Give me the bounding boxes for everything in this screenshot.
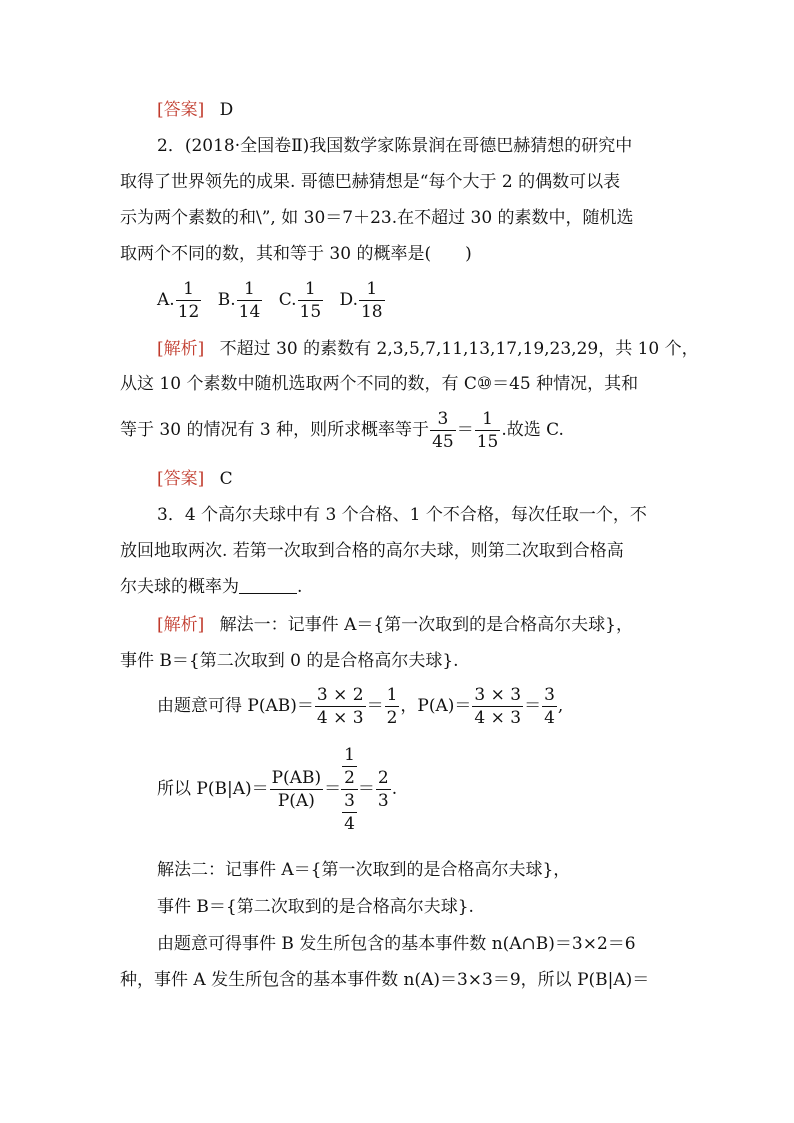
- s3-line7: 由题意可得事件 B 发生所包含的基本事件数 n(A∩B)＝3×2＝6: [157, 934, 636, 954]
- answer-1: [157, 98, 233, 122]
- q2-line1: 2．(2018·全国卷Ⅱ)我国数学家陈景润在哥德巴赫猜想的研究中: [157, 136, 633, 156]
- s3-line2: 事件 B＝{第二次取到 0 的是合格高尔夫球}.: [120, 651, 459, 671]
- answer-tag: [答案]: [157, 100, 205, 120]
- analysis-tag: [解析]: [157, 339, 205, 359]
- s3-line1: [解析] 解法一：记事件 A＝{第一次取到的是合格高尔夫球}，: [157, 615, 633, 635]
- s3-line3: 由题意可得 P(AB)＝ $\frac{3 \times 2}{4 \times 3}$ ＝ $\frac{1}{2}$ ，P(A)＝ $\frac{3 \times 3}{4 \times 3}$ ＝ $\frac{3}{4}$ ,: [157, 685, 564, 728]
- s3-line6: 事件 B＝{第二次取到的是合格高尔夫球}.: [157, 897, 474, 917]
- s3-line8: 种，事件 A 发生所包含的基本事件数 n(A)＝3×3＝9，所以 P(B|A)＝: [120, 970, 650, 990]
- q3-line1: 3．4 个高尔夫球中有 3 个合格、1 个不合格，每次任取一个，不: [157, 505, 647, 525]
- s2-line3: 等于 30 的情况有 3 种，则所求概率等于 $\frac{3}{45}$ ＝ $\frac{1}{15}$ .故选 C.: [120, 409, 564, 452]
- s2-line1: [解析] 不超过 30 的素数有 2,3,5,7,11,13,17,19,23,29，共 10 个，: [157, 339, 699, 359]
- answer-value: D: [219, 100, 234, 120]
- q2-line4: 取两个不同的数，其和等于 30 的概率是( ): [120, 244, 472, 264]
- option-c: C. $\frac{1}{15}$: [278, 279, 322, 322]
- analysis-tag: [解析]: [157, 615, 205, 635]
- answer-2: [157, 467, 233, 491]
- q2-line2: 取得了世界领先的成果. 哥德巴赫猜想是“每个大于 2 的偶数可以表: [120, 172, 621, 192]
- q2-line3: 示为两个素数的和\”, 如 30＝7＋23.在不超过 30 的素数中，随机选: [120, 208, 634, 228]
- option-a: A. $\frac{1}{12}$: [157, 279, 200, 322]
- s3-line4: 所以 P(B|A)＝ $\frac{P(AB)}{P(A)}$ ＝ $\frac{\frac{1}{2}}{\frac{3}{4}}$ ＝ $\frac{2}{3}$ .: [157, 745, 398, 834]
- q3-line3: 尔夫球的概率为 .: [120, 577, 303, 597]
- answer-value: C: [219, 469, 233, 489]
- answer-tag: [答案]: [157, 469, 205, 489]
- q2-options: [157, 278, 396, 323]
- option-d: D. $\frac{1}{18}$: [339, 279, 383, 322]
- answer-blank: [239, 577, 297, 594]
- q3-line2: 放回地取两次. 若第一次取到合格的高尔夫球，则第二次取到合格高: [120, 541, 624, 561]
- s3-line5: 解法二：记事件 A＝{第一次取到的是合格高尔夫球}，: [157, 860, 571, 880]
- option-b: B. $\frac{1}{14}$: [217, 279, 261, 322]
- s2-line2: 从这 10 个素数中随机选取两个不同的数，有 C⑩＝45 种情况，其和: [120, 374, 639, 394]
